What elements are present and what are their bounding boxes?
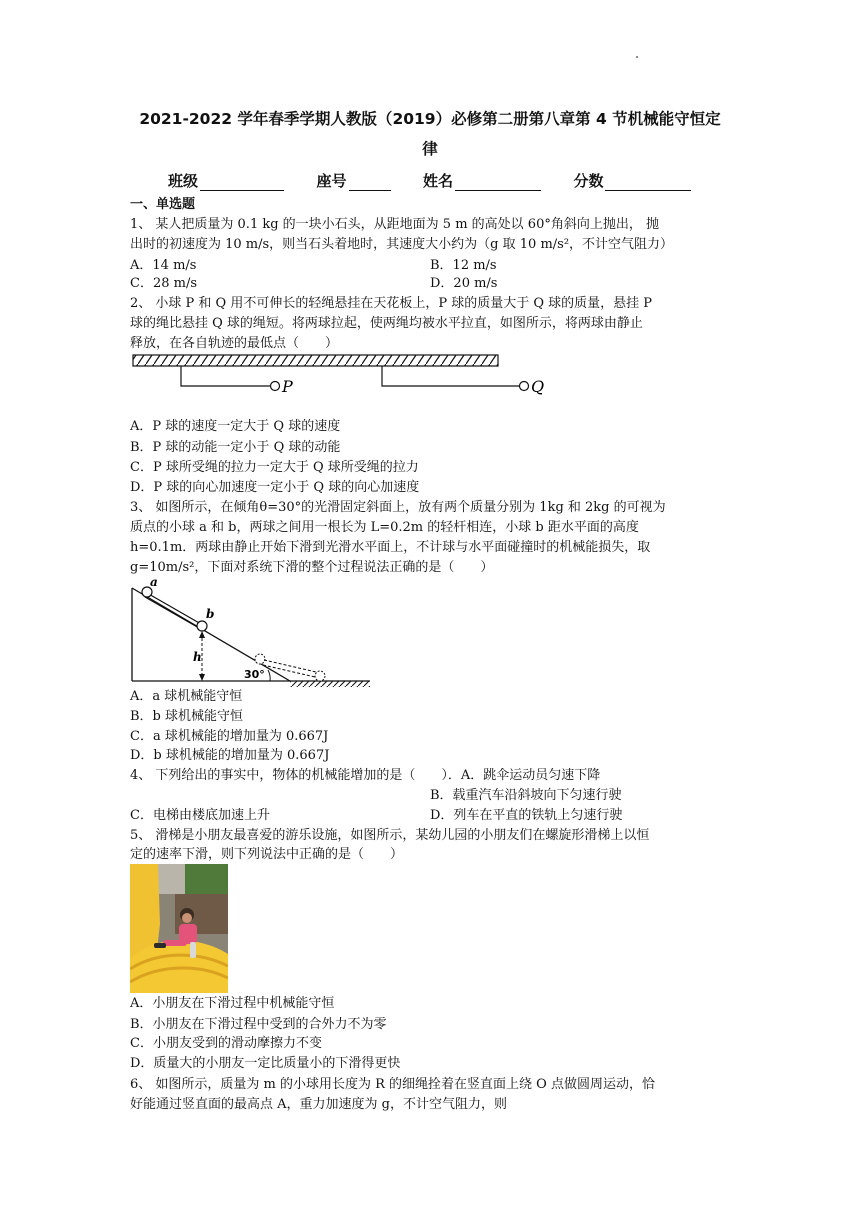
q4-option-b[interactable]: B．载重汽车沿斜坡向下匀速行驶 — [430, 788, 622, 803]
ball-a-final — [255, 654, 265, 664]
height-arrow-up — [199, 631, 205, 638]
ball-p — [271, 382, 280, 391]
label-q: Q — [531, 377, 545, 396]
rope-p — [181, 366, 270, 386]
angle-arc — [268, 670, 270, 681]
class-blank[interactable] — [200, 174, 284, 191]
q3-option-a[interactable]: A．a 球机械能守恒 — [130, 689, 243, 704]
q3-stem-line-4: g=10m/s²，下面对系统下滑的整个过程说法正确的是（ ） — [130, 560, 494, 575]
q1-stem-line-1: 1、 某人把质量为 0.1 kg 的一块小石头，从距地面为 5 m 的高处以 60°角斜向上抛出， 抛 — [130, 217, 659, 232]
student-info-fields — [168, 170, 691, 191]
label-p: P — [282, 377, 293, 396]
seat-label: 座号 — [316, 172, 347, 190]
q2-pendulum-figure — [130, 352, 560, 398]
q2-option-b[interactable]: B．P 球的动能一定小于 Q 球的动能 — [130, 440, 341, 455]
q1-option-d[interactable]: D．20 m/s — [430, 276, 498, 291]
q2-stem-line-2: 球的绳比悬挂 Q 球的绳短。将两球拉起，使两绳均被水平拉直，如图所示，将两球由静止 — [130, 316, 643, 331]
rod-final-lower — [263, 665, 315, 677]
rope-q — [382, 366, 519, 386]
q6-stem-line-1: 6、 如图所示，质量为 m 的小球用长度为 R 的细绳拴着在竖直面上绕 O 点做圆周运动，恰 — [130, 1077, 655, 1092]
q5-stem-line-1: 5、 滑梯是小朋友最喜爱的游乐设施，如图所示，某幼儿园的小朋友们在螺旋形滑梯上以恒 — [130, 828, 650, 843]
label-angle: 30° — [244, 668, 265, 681]
q1-option-b[interactable]: B．12 m/s — [430, 258, 497, 273]
class-label: 班级 — [168, 172, 199, 190]
q1-option-a[interactable]: A．14 m/s — [130, 258, 197, 273]
q5-stem-line-2: 定的速率下滑，则下列说法中正确的是（ ） — [130, 847, 404, 862]
q4-option-c[interactable]: C．电梯由楼底加速上升 — [130, 808, 270, 823]
q4-option-d[interactable]: D．列车在平直的铁轨上匀速行驶 — [430, 808, 623, 823]
q4-stem-with-option-a[interactable]: 4、 下列给出的事实中，物体的机械能增加的是（ ）．A．跳伞运动员匀速下降 — [130, 768, 601, 783]
score-label: 分数 — [573, 172, 604, 190]
ball-b-final — [315, 671, 325, 681]
ball-b — [197, 621, 207, 631]
section-title: 一、单选题 — [130, 197, 196, 212]
q3-option-d[interactable]: D．b 球机械能的增加量为 0.667J — [130, 748, 330, 763]
incline-slope — [132, 588, 290, 681]
q5-option-d[interactable]: D．质量大的小朋友一定比质量小的下滑得更快 — [130, 1056, 401, 1071]
q5-option-b[interactable]: B．小朋友在下滑过程中受到的合外力不为零 — [130, 1017, 387, 1032]
q3-stem-line-2: 质点的小球 a 和 b，两球之间用一根长为 L=0.2m 的轻杆相连，小球 b 距水平面的高度 — [130, 520, 639, 535]
q3-stem-line-1: 3、 如图所示，在倾角θ=30°的光滑固定斜面上，放有两个质量分别为 1kg 和 2kg 的可视为 — [130, 500, 666, 515]
q2-option-c[interactable]: C．P 球所受绳的拉力一定大于 Q 球所受绳的拉力 — [130, 460, 419, 475]
label-a: a — [150, 575, 158, 589]
q2-option-d[interactable]: D．P 球的向心加速度一定小于 Q 球的向心加速度 — [130, 480, 420, 495]
q5-option-a[interactable]: A．小朋友在下滑过程中机械能守恒 — [130, 996, 335, 1011]
page-dot-mark — [636, 56, 638, 58]
q3-stem-line-3: h=0.1m．两球由静止开始下滑到光滑水平面上，不计球与水平面碰撞时的机械能损失，取 — [130, 540, 651, 555]
name-label: 姓名 — [422, 172, 453, 190]
height-arrow-down — [199, 674, 205, 681]
q3-option-c[interactable]: C．a 球机械能的增加量为 0.667J — [130, 729, 329, 744]
q2-option-a[interactable]: A．P 球的速度一定大于 Q 球的速度 — [130, 419, 341, 434]
slide-photo — [130, 864, 228, 993]
q1-stem-line-2: 出时的初速度为 10 m/s，则当石头着地时，其速度大小约为（g 取 10 m/s²，不计空气阻力） — [130, 237, 674, 252]
name-blank[interactable] — [455, 174, 541, 191]
score-blank[interactable] — [605, 174, 691, 191]
q6-stem-line-2: 好能通过竖直面的最高点 A，重力加速度为 g，不计空气阻力，则 — [130, 1097, 507, 1112]
seat-blank[interactable] — [349, 174, 391, 191]
q2-stem-line-1: 2、 小球 P 和 Q 用不可伸长的轻绳悬挂在天花板上，P 球的质量大于 Q 球的质量，悬挂 P — [130, 296, 653, 311]
document-title-line-1: 2021-2022 学年春季学期人教版（2019）必修第二册第八章第 4 节机械能守恒定 — [139, 110, 721, 128]
rod-lower — [145, 597, 199, 628]
ground-hatch — [290, 681, 370, 687]
q2-stem-line-3: 释放，在各自轨迹的最低点（ ） — [130, 336, 339, 351]
ceiling-hatch — [133, 355, 498, 366]
document-title-line-2: 律 — [422, 140, 438, 158]
label-h: h — [193, 650, 202, 664]
ball-q — [520, 382, 529, 391]
q5-option-c[interactable]: C．小朋友受到的滑动摩擦力不变 — [130, 1036, 322, 1051]
q3-option-b[interactable]: B．b 球机械能守恒 — [130, 709, 244, 724]
q3-incline-figure — [130, 575, 375, 690]
rod-upper — [147, 593, 201, 624]
q1-option-c[interactable]: C．28 m/s — [130, 276, 197, 291]
label-b: b — [206, 607, 215, 621]
